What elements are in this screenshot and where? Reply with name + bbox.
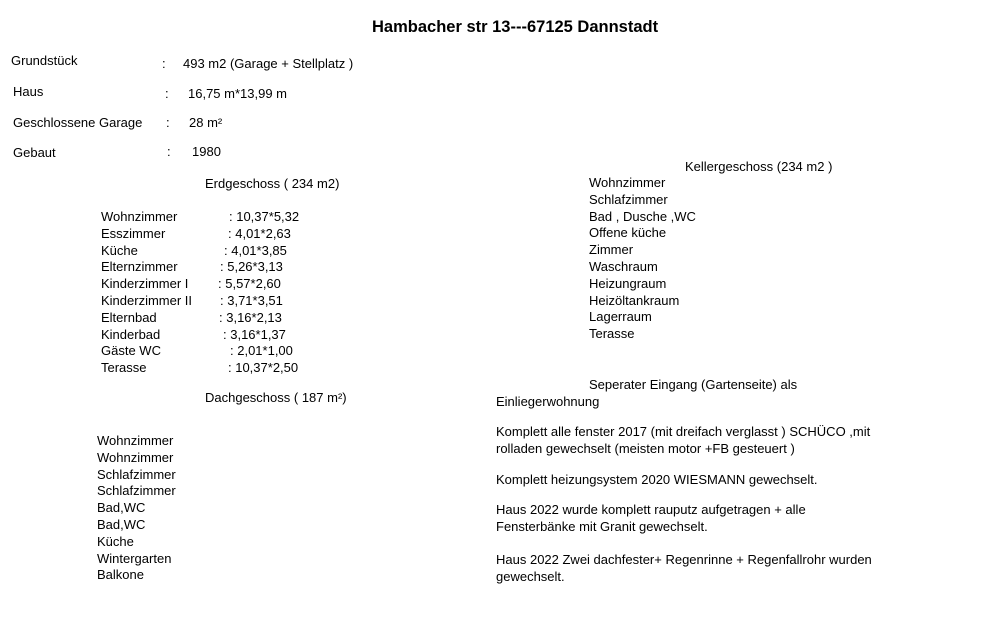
dachgeschoss-room-list [97,433,176,584]
list-item: Wintergarten [97,550,172,566]
fact-sep: : [165,86,169,101]
list-item: Schlafzimmer [97,483,176,499]
list-item: Offene küche [589,225,667,241]
list-item: Bad,WC [97,500,146,516]
list-item: Elternzimmer : 5,26*3,13 [101,259,283,275]
list-item: Zimmer [589,242,634,258]
note-dach: Haus 2022 Zwei dachfester+ Regenrinne + Regenfallrohr wurden gewechselt. [496,552,872,584]
list-item: Wohnzimmer [97,449,174,465]
note-rauputz: Haus 2022 wurde komplett rauputz aufgetragen + alle Fensterbänke mit Granit gewechselt. [496,502,806,534]
list-item: Küche [97,533,134,549]
note-fenster: Komplett alle fenster 2017 (mit dreifach verglasst ) SCHÜCO ,mit rolladen gewechselt (meisten motor +FB gesteuert ) [496,424,871,456]
list-item: Heizungraum [589,275,667,291]
list-item: Wohnzimmer [589,175,666,190]
kellergeschoss-heading: Kellergeschoss (234 m2 ) [685,159,833,174]
fact-label-gebaut: Gebaut [13,145,56,160]
fact-value-haus: 16,75 m*13,99 m [188,86,288,101]
list-item: Küche : 4,01*3,85 [101,242,287,258]
list-item: Terasse [589,326,635,342]
list-item: Wohnzimmer [97,433,174,448]
list-item: Waschraum [589,258,658,274]
list-item: Elternbad : 3,16*2,13 [101,309,282,325]
list-item: Esszimmer : 4,01*2,63 [101,225,291,241]
list-item: Bad , Dusche ,WC [589,208,696,224]
fact-sep: : [166,115,170,130]
dachgeschoss-heading: Dachgeschoss ( 187 m²) [205,390,347,405]
fact-value-garage: 28 m² [189,115,223,130]
fact-value-gebaut: 1980 [192,144,221,159]
fact-sep: : [167,144,171,159]
note-eingang-line1: Seperater Eingang (Gartenseite) als [589,377,798,392]
list-item: Bad,WC [97,516,146,532]
list-item: Schlafzimmer [589,191,668,207]
fact-label-grundstueck: Grundstück [11,53,78,68]
note-eingang-line2: Einliegerwohnung [496,394,600,409]
list-item: Schlafzimmer [97,466,176,482]
list-item: Kinderzimmer II : 3,71*3,51 [101,293,283,308]
fact-value-grundstueck: 493 m2 (Garage + Stellplatz ) [183,56,354,71]
fact-sep: : [162,56,166,71]
list-item: Lagerraum [589,309,652,325]
list-item: Balkone [97,567,144,583]
note-heizung: Komplett heizungsystem 2020 WIESMANN gewechselt. [496,472,818,487]
kellergeschoss-room-list [589,175,696,343]
list-item: Kinderzimmer I : 5,57*2,60 [101,276,281,292]
list-item: Kinderbad : 3,16*1,37 [101,326,286,342]
list-item: Heizöltankraum [589,292,680,308]
erdgeschoss-heading: Erdgeschoss ( 234 m2) [205,176,340,191]
erdgeschoss-room-list [101,208,361,378]
page-title: Hambacher str 13---67125 Dannstadt [372,18,659,36]
fact-label-garage: Geschlossene Garage [13,115,143,130]
list-item: Terasse : 10,37*2,50 [101,360,299,376]
list-item: Wohnzimmer : 10,37*5,32 [101,209,300,224]
list-item: Gäste WC : 2,01*1,00 [101,343,293,359]
fact-label-haus: Haus [13,84,44,99]
